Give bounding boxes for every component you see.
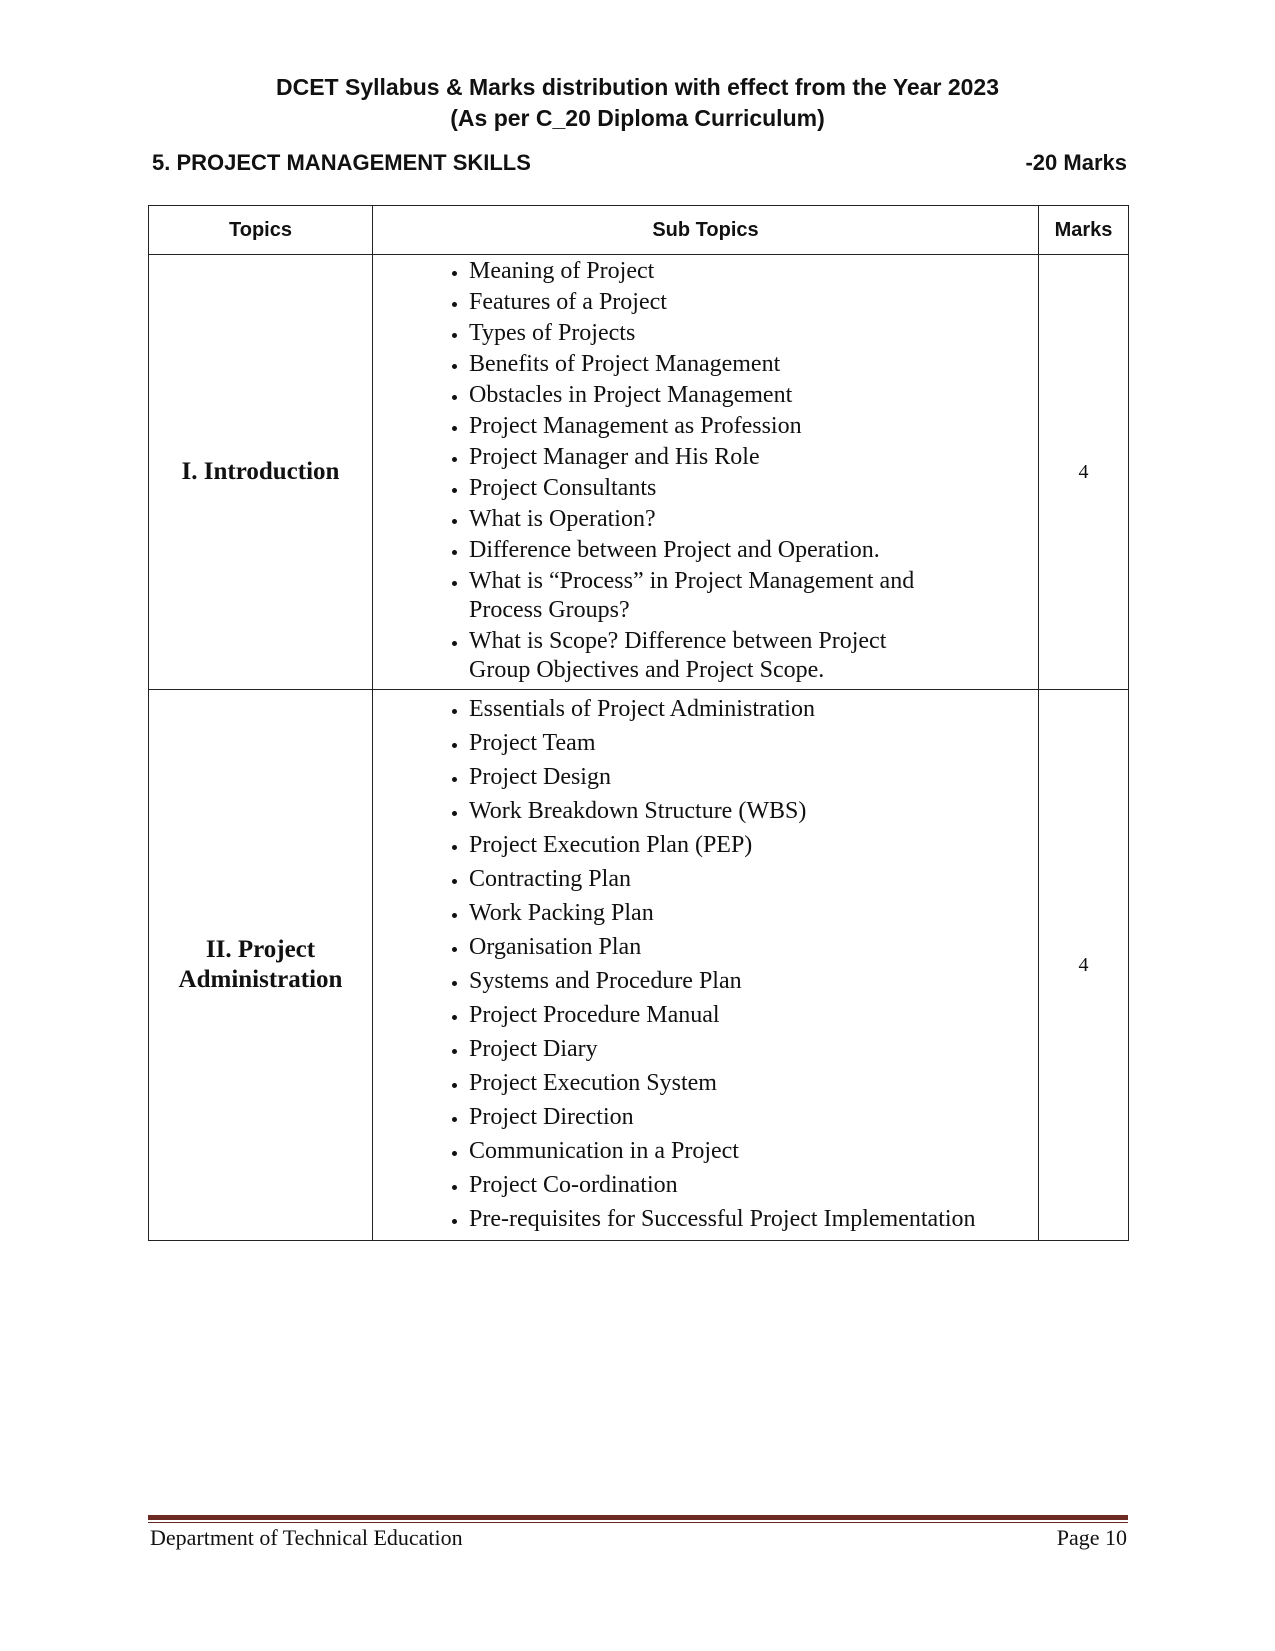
topic-project-administration <box>149 690 373 1241</box>
table-row <box>149 255 1129 690</box>
subtopics-cell <box>373 255 1039 690</box>
subtopic-item: • Systems and Procedure Plan <box>469 966 1038 996</box>
marks-project-administration: 4 <box>1039 690 1129 1241</box>
section-marks: -20 Marks <box>1025 150 1127 175</box>
subtopic-item: • Project Co-ordination <box>469 1170 1038 1200</box>
footer-rule <box>148 1515 1128 1523</box>
syllabus-table <box>148 205 1129 1241</box>
header-marks: Marks <box>1039 206 1129 255</box>
subtopic-item: • Work Breakdown Structure (WBS) <box>469 796 1038 826</box>
subtopic-item: • Project Team <box>469 728 1038 758</box>
subtopic-item: • Pre-requisites for Successful Project Implementation <box>469 1204 1038 1234</box>
subtopic-item: • Project Design <box>469 762 1038 792</box>
subtopic-item: • What is Operation? <box>469 505 1038 534</box>
subtopic-item: • Meaning of Project <box>469 257 1038 286</box>
subtopic-item: • What is “Process” in Project Management and Process Groups? <box>469 567 1038 625</box>
subtopic-item: • Organisation Plan <box>469 932 1038 962</box>
subtopic-item: • Essentials of Project Administration <box>469 694 1038 724</box>
subtopic-item: • Project Execution System <box>469 1068 1038 1098</box>
subtopic-item: • Project Procedure Manual <box>469 1000 1038 1030</box>
footer-department: Department of Technical Education <box>150 1525 463 1550</box>
table-row <box>149 690 1129 1241</box>
header-subtitle: (As per C_20 Diploma Curriculum) <box>450 105 825 131</box>
subtopic-list <box>373 690 1038 1240</box>
topic-introduction: I. Introduction <box>149 255 373 690</box>
subtopic-item: • Benefits of Project Management <box>469 350 1038 379</box>
subtopic-item: • Features of a Project <box>469 288 1038 317</box>
subtopic-item: • Obstacles in Project Management <box>469 381 1038 410</box>
subtopic-list <box>373 255 1038 689</box>
subtopic-item: • Project Management as Profession <box>469 412 1038 441</box>
subtopic-item: • Project Direction <box>469 1102 1038 1132</box>
subtopic-item: • Types of Projects <box>469 319 1038 348</box>
subtopic-item: • Work Packing Plan <box>469 898 1038 928</box>
topic-line: Administration <box>178 966 343 993</box>
subtopic-item: • Difference between Project and Operation. <box>469 536 1038 565</box>
subtopics-cell <box>373 690 1039 1241</box>
marks-introduction: 4 <box>1039 255 1129 690</box>
page-header <box>0 72 1275 134</box>
subtopic-item: • Project Consultants <box>469 474 1038 503</box>
subtopic-item: • What is Scope? Difference between Project Group Objectives and Project Scope. <box>469 627 1038 685</box>
section-title: 5. PROJECT MANAGEMENT SKILLS <box>152 150 531 175</box>
topic-line: II. Project <box>205 936 316 963</box>
subtopic-item: • Contracting Plan <box>469 864 1038 894</box>
subtopic-item: • Communication in a Project <box>469 1136 1038 1166</box>
footer-page-number: Page 10 <box>1056 1525 1127 1550</box>
header-topics: Topics <box>149 206 373 255</box>
header-title: DCET Syllabus & Marks distribution with effect from the Year 2023 <box>276 74 999 100</box>
subtopic-item: • Project Manager and His Role <box>469 443 1038 472</box>
subtopic-item: • Project Execution Plan (PEP) <box>469 830 1038 860</box>
table-header-row <box>149 206 1129 255</box>
subtopic-item: • Project Diary <box>469 1034 1038 1064</box>
header-sub-topics: Sub Topics <box>373 206 1039 255</box>
